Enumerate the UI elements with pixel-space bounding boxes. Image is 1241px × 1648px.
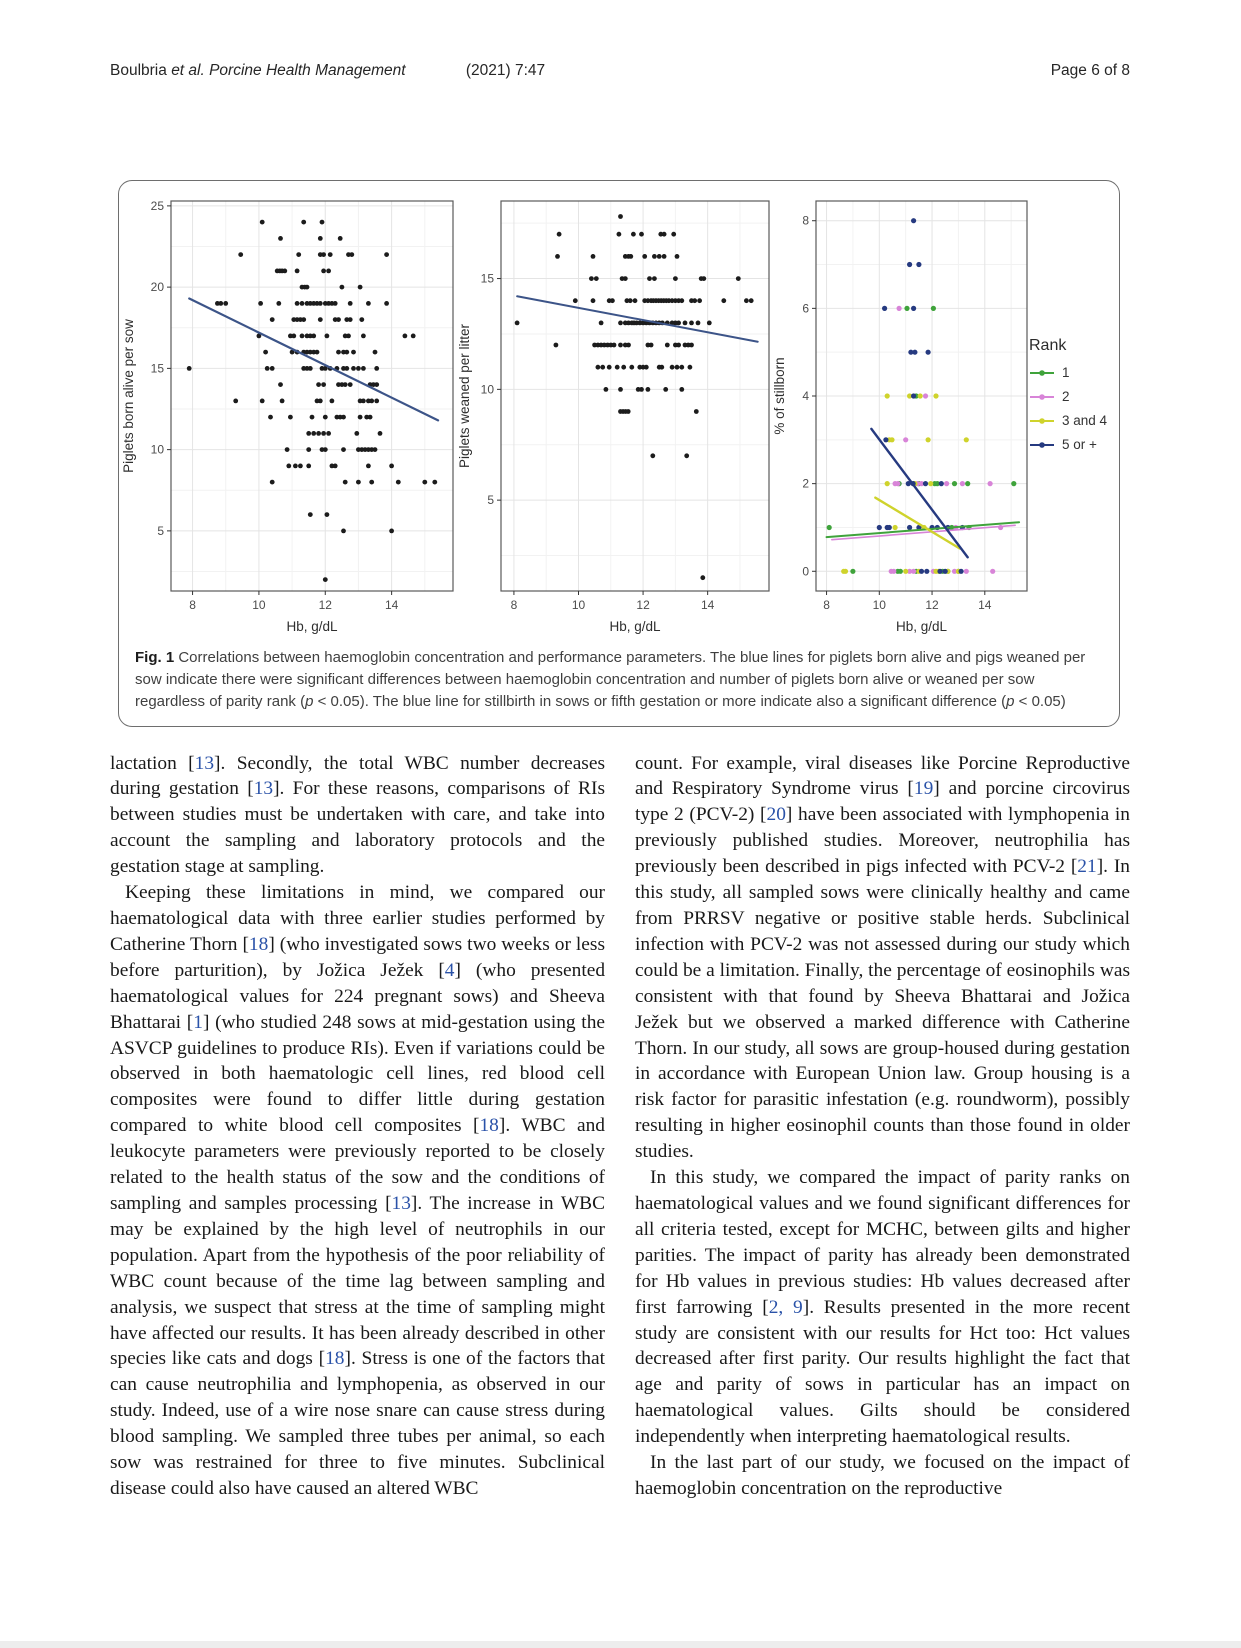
paragraph: In the last part of our study, we focused on the impact of haemoglobin concentration on the reproductive: [635, 1452, 1130, 1499]
citation-link[interactable]: 18: [325, 1348, 345, 1370]
svg-text:14: 14: [700, 598, 714, 612]
citation-link[interactable]: 1: [193, 1011, 203, 1033]
citation-link[interactable]: 21: [1077, 856, 1097, 878]
svg-text:15: 15: [480, 271, 494, 286]
citation-link[interactable]: 18: [479, 1115, 499, 1137]
scatter-plot-piglets-weaned: [455, 189, 771, 641]
svg-text:14: 14: [384, 598, 399, 612]
citation-link[interactable]: 18: [248, 933, 269, 955]
citation-link[interactable]: 4: [444, 959, 455, 981]
citation-link[interactable]: 13: [391, 1192, 411, 1214]
legend-key-icon: [1029, 416, 1055, 426]
legend-item-label: 2: [1062, 389, 1070, 404]
paragraph: lactation [13]. Secondly, the total WBC number decreases during gestation [13]. For these reasons, comparisons of RIs between studies must be undertaken with care, and take into account the sampling and laboratory protocols and the gestation stage at sampling.: [110, 752, 606, 878]
svg-text:12: 12: [925, 598, 940, 612]
header-journal-title: et al. Porcine Health Management: [171, 62, 406, 79]
header-citation: [110, 62, 545, 80]
svg-text:% of stillborn: % of stillborn: [772, 357, 788, 435]
legend-item-label: 1: [1062, 365, 1070, 380]
svg-text:10: 10: [150, 442, 164, 457]
legend-item-rank-2: [1029, 389, 1115, 404]
svg-text:12: 12: [635, 598, 650, 612]
svg-text:2: 2: [802, 476, 810, 491]
svg-text:Piglets weaned per litter: Piglets weaned per litter: [456, 323, 472, 469]
svg-text:8: 8: [510, 598, 517, 612]
svg-text:5: 5: [486, 493, 494, 508]
svg-text:15: 15: [150, 361, 164, 376]
page-bottom-edge: [0, 1641, 1241, 1648]
svg-text:10: 10: [480, 382, 494, 397]
svg-text:10: 10: [873, 598, 887, 612]
scatter-plot-piglets-born-alive: [119, 189, 455, 641]
paragraph: In this study, we compared the impact of parity ranks on haematological values and we found significant differences for all criteria tested, except for MCHC, between gilts and higher parities. The impact of parity has already been demonstrated for Hb values in previous studies: Hb values decreased after first farrowing [2, 9]. Results presented in the more recent study are consistent with our results for Hct too: Hct values decreased after first parity. Our results highlight the fact that age and parity of sows in particular has an impact on haematological values. Gilts should be considered independently when interpreting haematological results.: [635, 1167, 1131, 1448]
figure-plots-row: [119, 189, 1115, 641]
header-issue: (2021) 7:47: [465, 62, 546, 79]
svg-text:Piglets born alive per sow: Piglets born alive per sow: [121, 319, 136, 473]
citation-link[interactable]: 2, 9: [768, 1296, 803, 1318]
legend-item-rank-5-or-+: [1029, 437, 1115, 452]
svg-text:Hb, g/dL: Hb, g/dL: [286, 619, 338, 634]
svg-text:14: 14: [978, 598, 992, 612]
citation-link[interactable]: 13: [194, 752, 215, 774]
svg-text:10: 10: [252, 598, 266, 612]
legend-key-icon: [1029, 368, 1055, 378]
legend-key-icon: [1029, 392, 1055, 402]
text-column-right: [635, 751, 1130, 1502]
page-header: [110, 62, 1130, 80]
citation-link[interactable]: 13: [253, 778, 274, 800]
legend-item-label: 3 and 4: [1062, 413, 1108, 428]
body-text: [110, 751, 1130, 1502]
legend-item-label: 5 or +: [1062, 437, 1097, 452]
figure-1: [118, 180, 1120, 727]
svg-text:25: 25: [150, 198, 164, 213]
svg-text:20: 20: [150, 280, 164, 295]
svg-text:8: 8: [189, 598, 196, 612]
svg-text:0: 0: [802, 564, 810, 579]
svg-text:8: 8: [802, 213, 810, 228]
header-page-number: Page 6 of 8: [1050, 62, 1130, 79]
svg-text:8: 8: [823, 598, 831, 612]
svg-text:5: 5: [157, 523, 164, 538]
svg-text:6: 6: [802, 301, 810, 316]
chart-legend: [1029, 337, 1115, 461]
paragraph: Keeping these limitations in mind, we compared our haematological data with three earlier studies performed by Catherine Thorn [18] (who investigated sows two weeks or less before parturition), by Jožica Ježek [4] (who presented haematological values for 224 pregnant sows) and Sheeva Bhattarai [1] (who studied 248 sows at mid-gestation using the ASVCP guidelines to produce RIs). Even if variations could be observed in both haematologic cell lines, red blood cell composites were found to differ little during gestation compared to white blood cell composites [18]. WBC and leukocyte parameters were previously reported to be closely related to the health status of the sow and the conditions of sampling and samples processing [13]. The increase in WBC may be explained by the high level of neutrophils in our population. Apart from the hypothesis of the poor reliability of WBC count because of the time lag between sampling and analysis, we suspect that stress at the time of sampling might have affected our results. It has been already described in other species like cats and dogs [18]. Stress is one of the factors that can cause neutrophilia and lymphopenia, as observed in our study. Indeed, use of a wire nose snare can cause stress during blood sampling. We sampled three tubes per animal, so each sow was restrained for three to five minutes. Subclinical disease could also have caused an altered WBC: [110, 882, 606, 1499]
svg-text:12: 12: [318, 598, 332, 612]
citation-link[interactable]: 20: [766, 804, 786, 826]
figure-caption: Fig. 1 Correlations between haemoglobin concentration and performance parameters. The blue lines for piglets born alive and pigs weaned per sow indicate there were significant differences between haemoglobin concentration and number of piglets born alive or weaned per sow regardless of parity rank (p < 0.05). The blue line for stillbirth in sows or fifth gestation or more indicate also a significant difference (p < 0.05): [135, 649, 1086, 711]
svg-text:4: 4: [802, 389, 810, 403]
svg-text:Hb, g/dL: Hb, g/dL: [609, 619, 661, 634]
text-column-left: [110, 751, 605, 1502]
legend-item-rank-1: [1029, 365, 1115, 380]
scatter-plot-percent-stillborn: [770, 189, 1029, 641]
legend-title: Rank: [1029, 337, 1067, 354]
legend-key-icon: [1029, 440, 1055, 450]
svg-text:10: 10: [571, 598, 585, 612]
header-authors: Boulbria: [110, 62, 167, 79]
citation-link[interactable]: 19: [913, 778, 934, 800]
legend-item-rank-3-and-4: [1029, 413, 1115, 428]
svg-text:Hb, g/dL: Hb, g/dL: [896, 619, 948, 634]
paragraph: count. For example, viral diseases like Porcine Reproductive and Respiratory Syndrome virus [19] and porcine circovirus type 2 (PCV-2) [20] have been associated with lymphopenia in previously published studies. Moreover, neutrophilia has previously been described in pigs infected with PCV-2 [21]. In this study, all sampled sows were clinically healthy and came from PRRSV negative or positive stable herds. Subclinical infection with PCV-2 was not assessed during our study which could be a limitation. Finally, the percentage of eosinophils was consistent with that found by Sheeva Bhattarai and Jožica Ježek but we observed a marked difference with Catherine Thorn. In our study, all sows are group-housed during gestation in accordance with European Union law. Group housing is a risk factor for parasitic infestation (e.g. roundworm), possibly resulting in higher eosinophil counts than those found in older studies.: [635, 752, 1130, 1163]
